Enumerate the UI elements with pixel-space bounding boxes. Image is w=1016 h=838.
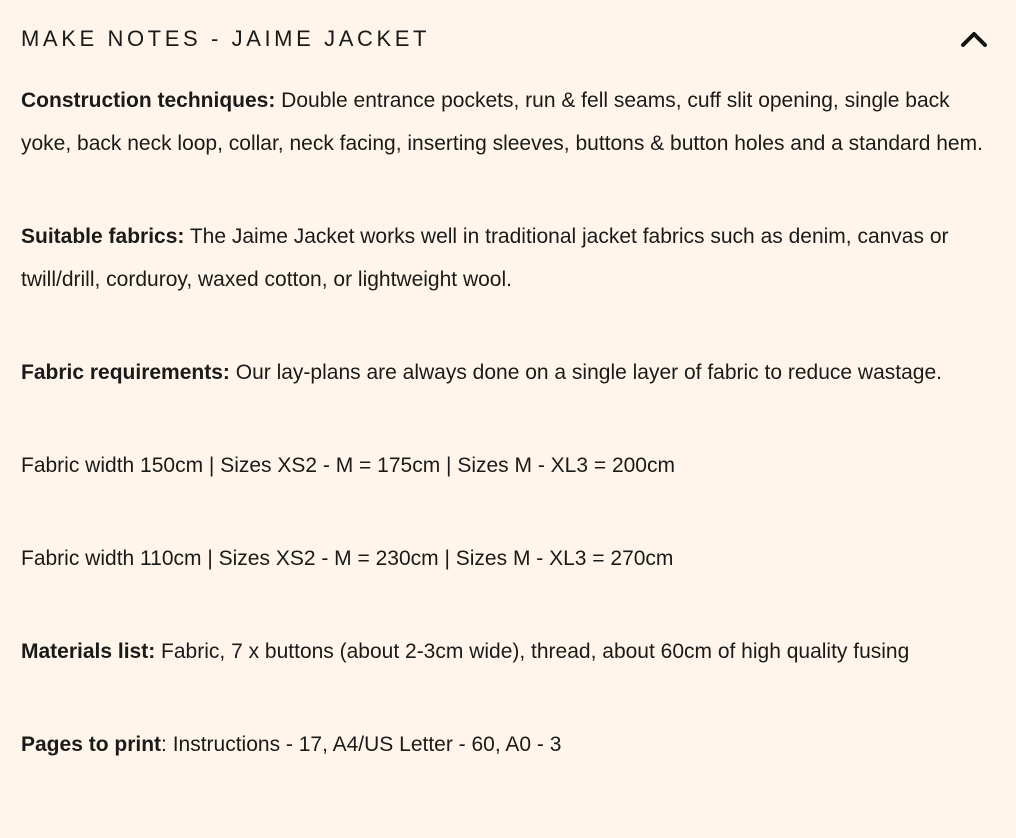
chevron-up-icon-svg [960, 30, 988, 48]
construction-techniques-label: Construction techniques: [21, 89, 276, 112]
construction-techniques-note [21, 79, 999, 165]
suitable-fabrics-note [21, 215, 999, 301]
materials-list-note [21, 630, 999, 673]
pages-to-print-text: : Instructions - 17, A4/US Letter - 60, A0 - 3 [161, 733, 562, 756]
chevron-up-icon[interactable] [958, 26, 990, 52]
fabric-requirements-text: Our lay-plans are always done on a single layer of fabric to reduce wastage. [229, 361, 942, 384]
accordion-header[interactable] [0, 0, 1016, 78]
pages-to-print-note [21, 723, 999, 766]
pages-to-print-label: Pages to print [21, 733, 162, 756]
fabric-requirements-label: Fabric requirements: [21, 361, 230, 384]
accordion-content [21, 79, 999, 816]
construction-techniques-text: Double entrance pockets, run & fell seams, cuff slit opening, single back yoke, back neck loop, collar, neck facing, inserting sleeves, buttons & button holes and a standard hem. [21, 89, 983, 155]
fabric-width-150-note: Fabric width 150cm | Sizes XS2 - M = 175cm | Sizes M - XL3 = 200cm [21, 454, 675, 477]
suitable-fabrics-label: Suitable fabrics: [21, 225, 185, 248]
accordion-title: MAKE NOTES - JAIME JACKET [21, 26, 431, 51]
materials-list-label: Materials list: [21, 640, 156, 663]
suitable-fabrics-text: The Jaime Jacket works well in traditional jacket fabrics such as denim, canvas or twill/drill, corduroy, waxed cotton, or lightweight wool. [21, 225, 949, 291]
fabric-width-110-note: Fabric width 110cm | Sizes XS2 - M = 230cm | Sizes M - XL3 = 270cm [21, 547, 674, 570]
fabric-requirements-note [21, 351, 999, 394]
materials-list-text: Fabric, 7 x buttons (about 2-3cm wide), thread, about 60cm of high quality fusing [155, 640, 910, 663]
